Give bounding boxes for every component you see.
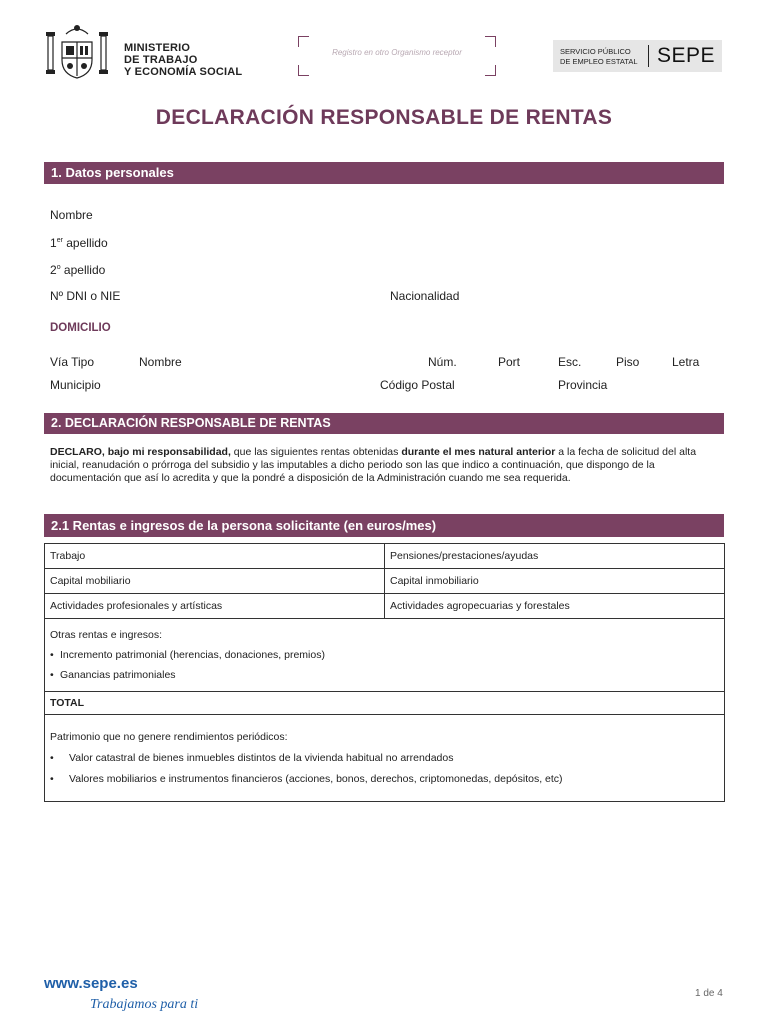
apellido1-label: 1er apellido [50,236,108,250]
rentas-table [44,543,725,802]
sepe-small-line: DE EMPLEO ESTATAL [560,57,638,66]
actividades-agropecuarias-cell[interactable]: Actividades agropecuarias y forestales [385,594,725,619]
piso-label: Piso [616,355,640,369]
nacionalidad-label: Nacionalidad [390,289,460,303]
table-row [45,619,725,692]
ministry-line: DE TRABAJO [124,54,198,66]
registro-text: Registro en otro Organismo receptor [332,48,462,57]
trabajo-cell[interactable]: Trabajo [45,544,385,569]
via-tipo-label: Vía Tipo [50,355,95,369]
esc-label: Esc. [558,355,582,369]
provincia-label: Provincia [558,378,608,392]
port-label: Port [498,355,521,369]
section-1-heading: 1. Datos personales [44,162,724,184]
pensiones-cell[interactable]: Pensiones/prestaciones/ayudas [385,544,725,569]
page-title: DECLARACIÓN RESPONSABLE DE RENTAS [155,106,613,129]
ministry-line: MINISTERIO [124,42,191,54]
total-cell[interactable]: TOTAL [45,692,725,715]
sepe-divider [648,45,649,67]
domicilio-heading: DOMICILIO [50,322,111,334]
slogan: Trabajamos para ti [90,997,199,1012]
capital-mobiliario-cell[interactable]: Capital mobiliario [45,569,385,594]
ministry-name [124,42,242,78]
table-row [45,715,725,802]
section-2-1-heading: 2.1 Rentas e ingresos de la persona solicitante (en euros/mes) [44,514,724,537]
municipio-label: Municipio [50,378,101,392]
otras-rentas-label: Otras rentas e ingresos: [50,629,163,641]
table-row [45,569,725,594]
section-2-heading: 2. DECLARACIÓN RESPONSABLE DE RENTAS [44,413,724,434]
num-label: Núm. [428,355,457,369]
patrimonio-cell[interactable] [45,715,725,802]
sepe-logo [553,40,722,72]
sepe-website-link[interactable]: www.sepe.es [44,975,138,992]
capital-inmobiliario-cell[interactable]: Capital inmobiliario [385,569,725,594]
table-row [45,692,725,715]
via-nombre-label: Nombre [139,355,182,369]
patrimonio-label: Patrimonio que no genere rendimientos periódicos: [50,731,288,743]
list-item: • Valor catastral de bienes inmuebles distintos de la vivienda habitual no arrendados [50,752,454,764]
list-item: • Valores mobiliarios e instrumentos financieros (acciones, bonos, derechos, criptomonedas, depósitos, etc) [50,773,563,785]
apellido2-label: 2$^o$ apellido [50,263,106,277]
page-number: 1 de 4 [695,988,723,999]
registro-box [298,36,496,76]
sepe-wordmark: SEPE [657,44,716,67]
actividades-profesionales-cell[interactable]: Actividades profesionales y artísticas [45,594,385,619]
sepe-small-text [560,47,638,67]
list-item: • Ganancias patrimoniales [50,669,176,681]
otras-rentas-cell[interactable] [45,619,725,692]
sepe-small-line: SERVICIO PÚBLICO [560,47,631,56]
nombre-label: Nombre [50,208,93,222]
ministry-line: Y ECONOMÍA SOCIAL [124,66,243,78]
dni-label: Nº DNI o NIE [50,289,121,303]
coat-of-arms-icon [44,22,110,84]
table-row [45,544,725,569]
declaration-paragraph: DECLARO, bajo mi responsabilidad, que las siguientes rentas obtenidas durante el mes natural anterior a la fecha de solicitud del alta inicial, reanudación o prórroga del subsidio y las imputables a dicho periodo son las que indico a continuación, que dispongo de la documentación que así lo acredita y que la pondré a disposición de la Administración cuando me sea requerida. [50,446,697,484]
letra-label: Letra [672,355,700,369]
list-item: • Incremento patrimonial (herencias, donaciones, premios) [50,649,325,661]
codigo-postal-label: Código Postal [380,378,455,392]
table-row [45,594,725,619]
